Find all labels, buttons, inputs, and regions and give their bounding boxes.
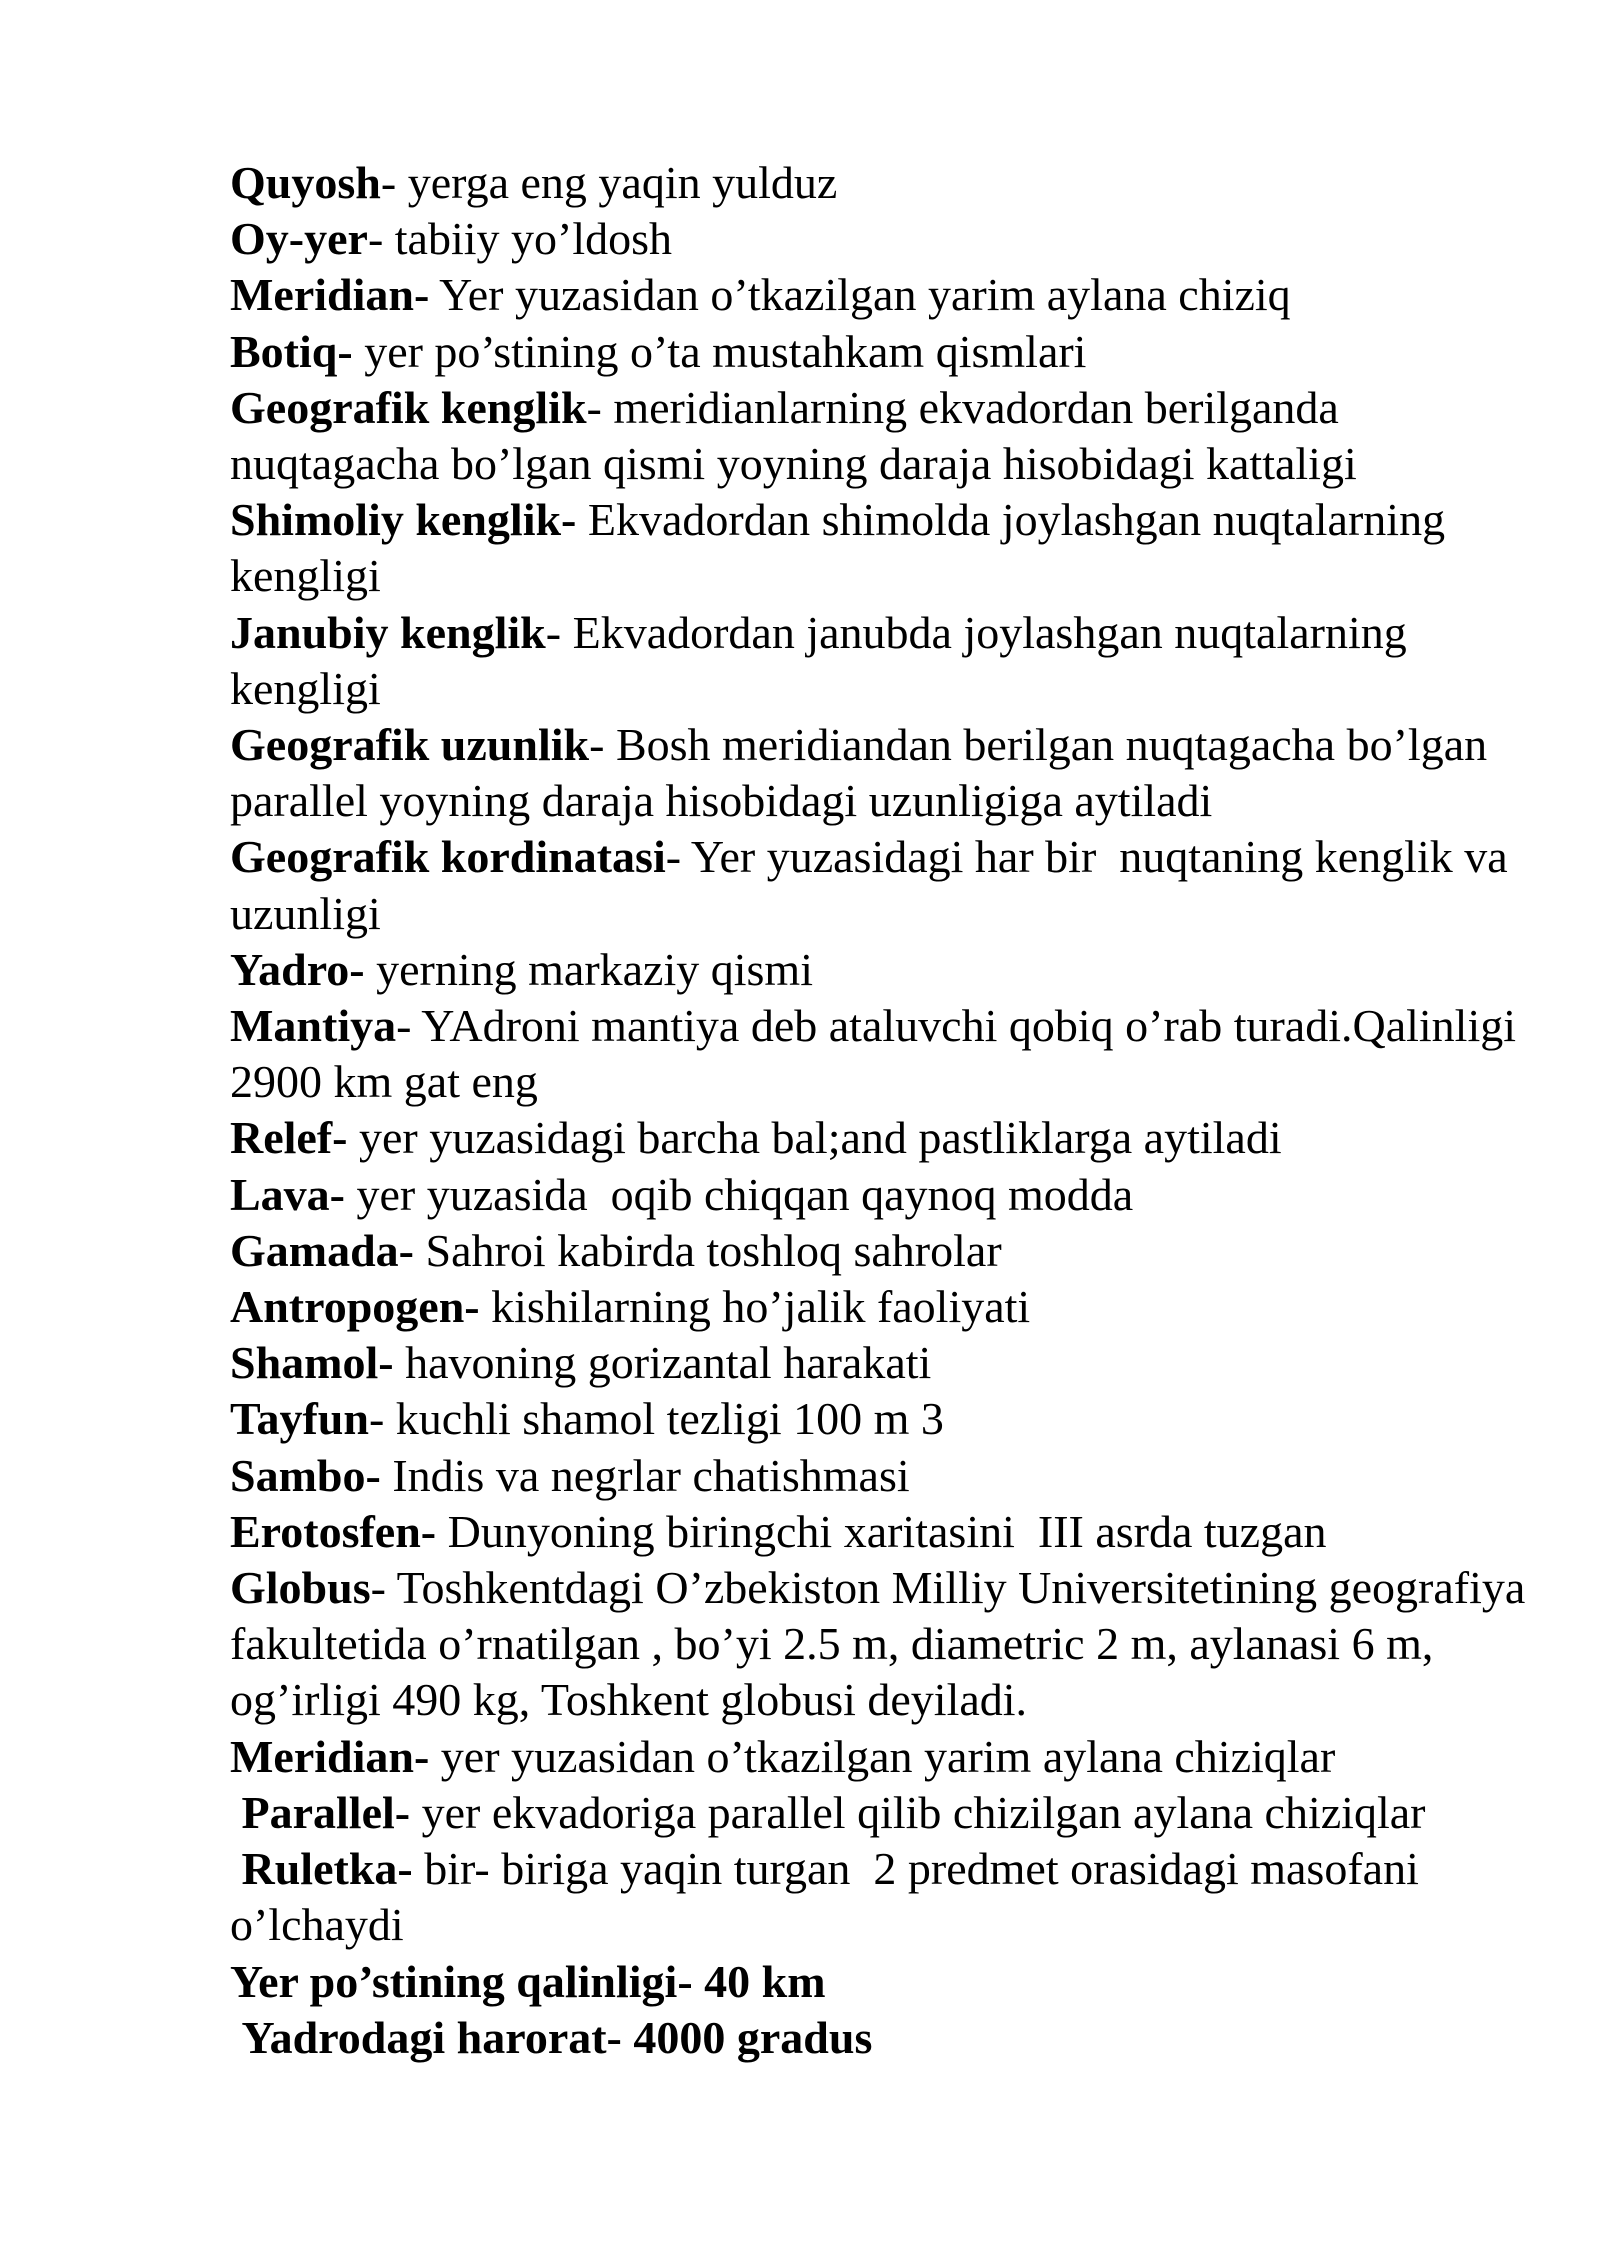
glossary-entry bbox=[230, 717, 1530, 829]
entry-term: Ruletka- bbox=[230, 1843, 413, 1895]
glossary-entry bbox=[230, 1279, 1530, 1335]
entry-separator: - bbox=[665, 831, 682, 883]
entry-term: Shamol- bbox=[230, 1337, 394, 1389]
glossary-entry bbox=[230, 1504, 1530, 1560]
entry-definition: Yer yuzasidagi har bir nuqtaning kenglik va uzunligi bbox=[230, 831, 1520, 939]
entry-separator: - bbox=[396, 1000, 412, 1052]
entry-definition: yer po’stining o’ta mustahkam qismlari bbox=[352, 325, 1087, 377]
entry-term: Shimoliy kenglik- bbox=[230, 494, 577, 546]
glossary-entry bbox=[230, 1448, 1530, 1504]
entry-term: Erotosfen- bbox=[230, 1505, 437, 1557]
entry-definition: Bosh meridiandan berilgan nuqtagacha bo’lgan parallel yoyning daraja hisobidagi uzunligiga aytiladi bbox=[230, 719, 1499, 827]
glossary-entry bbox=[230, 1841, 1530, 1953]
entry-term: Tayfun bbox=[230, 1393, 369, 1445]
entry-term: Oy-yer bbox=[230, 213, 368, 265]
entry-term: Botiq- bbox=[230, 325, 353, 377]
entry-term: Relef- bbox=[230, 1112, 348, 1164]
entry-term: Geografik kenglik bbox=[230, 381, 587, 433]
entry-separator: - bbox=[545, 606, 562, 658]
glossary-entry bbox=[230, 1785, 1530, 1841]
glossary-entry bbox=[230, 1391, 1530, 1447]
entry-definition: havoning gorizantal harakati bbox=[393, 1337, 932, 1389]
entry-term: Meridian- bbox=[230, 1730, 430, 1782]
glossary-entry bbox=[230, 2010, 1530, 2066]
glossary-entry bbox=[230, 267, 1530, 323]
entry-term: Yadro- bbox=[230, 943, 365, 995]
glossary-entry bbox=[230, 605, 1530, 717]
entry-term: Yadrodagi harorat- 4000 gradus bbox=[230, 2011, 873, 2063]
glossary-entry bbox=[230, 211, 1530, 267]
glossary-entry bbox=[230, 1729, 1530, 1785]
glossary-entry bbox=[230, 1560, 1537, 1729]
document-page bbox=[230, 155, 1537, 2066]
entry-definition: bir- biriga yaqin turgan 2 predmet orasidagi masofani o’lchaydi bbox=[230, 1843, 1431, 1951]
entry-definition: Ekvadordan janubda joylashgan nuqtalarning kengligi bbox=[230, 606, 1419, 714]
entry-definition: Yer yuzasidan o’tkazilgan yarim aylana chiziq bbox=[429, 269, 1291, 321]
glossary-entry bbox=[230, 1223, 1530, 1279]
entry-separator: - bbox=[370, 1562, 386, 1614]
entry-separator: - bbox=[368, 1393, 385, 1445]
glossary-entry bbox=[230, 942, 1530, 998]
glossary-entry bbox=[230, 1167, 1530, 1223]
entry-term: Janubiy kenglik bbox=[230, 606, 546, 658]
entry-term: Gamada- bbox=[230, 1224, 414, 1276]
entry-definition: yerning markaziy qismi bbox=[364, 943, 813, 995]
entry-term: Mantiya bbox=[230, 1000, 397, 1052]
entry-term: Geografik uzunlik bbox=[230, 719, 590, 771]
entry-definition: yer yuzasidagi barcha bal;and pastliklarga aytiladi bbox=[347, 1112, 1282, 1164]
entry-term: Quyosh bbox=[230, 157, 381, 208]
entry-term: Antropogen- bbox=[230, 1281, 480, 1333]
entry-term: Globus bbox=[230, 1562, 371, 1614]
entry-definition: Sahroi kabirda toshloq sahrolar bbox=[414, 1224, 1002, 1276]
entry-definition: Ekvadordan shimolda joylashgan nuqtalarning kengligi bbox=[230, 494, 1457, 602]
entry-term: Geografik kordinatasi bbox=[230, 831, 666, 883]
entry-definition: YAdroni mantiya deb ataluvchi qobiq o’rab turadi.Qalinligi 2900 km gat eng bbox=[230, 1000, 1528, 1108]
entry-separator: - bbox=[589, 719, 605, 771]
entry-separator: - bbox=[367, 213, 384, 265]
entry-term: Meridian- bbox=[230, 269, 430, 321]
entry-term: Lava- bbox=[230, 1168, 345, 1220]
glossary-entry bbox=[230, 1335, 1530, 1391]
entry-definition: yer yuzasida oqib chiqqan qaynoq modda bbox=[345, 1168, 1134, 1220]
entry-definition: tabiiy yo’ldosh bbox=[383, 213, 673, 265]
entry-term: Parallel- bbox=[230, 1786, 411, 1838]
glossary-entry bbox=[230, 998, 1530, 1110]
entry-definition: yer ekvadoriga parallel qilib chizilgan aylana chiziqlar bbox=[410, 1786, 1426, 1838]
glossary-entry bbox=[230, 155, 1530, 211]
glossary-entry bbox=[230, 1110, 1530, 1166]
entry-definition: kishilarning ho’jalik faoliyati bbox=[479, 1281, 1031, 1333]
entry-definition: kuchli shamol tezligi 100 m 3 bbox=[384, 1393, 944, 1445]
entry-definition: meridianlarning ekvadordan berilganda nuqtagacha bo’lgan qismi yoyning daraja hisobidagi kattaligi bbox=[230, 381, 1357, 490]
glossary-entry bbox=[230, 492, 1530, 604]
entry-term: Yer po’stining qalinligi- 40 km bbox=[230, 1955, 826, 2007]
entry-term: Sambo- bbox=[230, 1449, 381, 1501]
entry-definition: yerga eng yaqin yulduz bbox=[396, 157, 838, 208]
entry-separator: - bbox=[586, 381, 602, 433]
entry-definition: Dunyoning biringchi xaritasini III asrda tuzgan bbox=[436, 1505, 1327, 1557]
glossary-entry bbox=[230, 324, 1530, 380]
entry-definition: Toshkentdagi O’zbekiston Milliy Universitetining geografiya fakultetida o’rnatilgan , bo’yi 2.5 m, diametric 2 m, aylanasi 6 m, og’irligi 490 kg, Toshkent globusi deyiladi. bbox=[230, 1562, 1537, 1726]
glossary-entry bbox=[230, 829, 1530, 941]
entry-definition: yer yuzasidan o’tkazilgan yarim aylana chiziqlar bbox=[429, 1730, 1336, 1782]
entry-definition: Indis va negrlar chatishmasi bbox=[380, 1449, 910, 1501]
entry-separator: - bbox=[380, 157, 397, 208]
glossary-entry bbox=[230, 380, 1530, 492]
glossary-entry bbox=[230, 1954, 1530, 2010]
